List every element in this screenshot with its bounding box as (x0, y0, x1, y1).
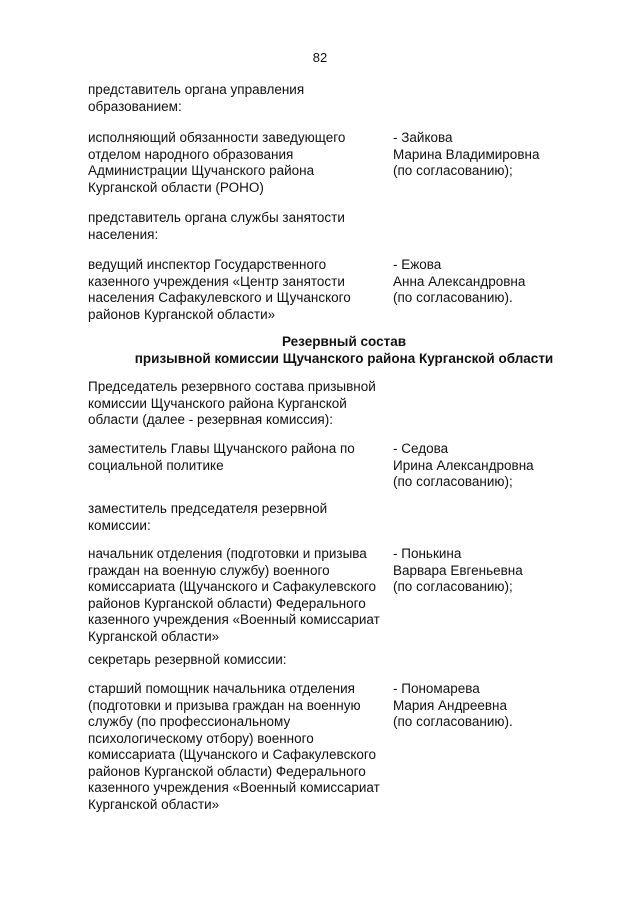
reserve-heading: Резервный состав призывной комиссии Щучанского района Курганской области (134, 334, 554, 366)
position-employment: ведущий инспектор Государственного казенного учреждения «Центр занятости населения Сафакулевского и Щучанского районов Курганской области» (88, 257, 351, 322)
person-zaykova: - Зайкова Марина Владимировна (по согласованию); (393, 130, 540, 178)
section-label-chairman: Председатель резервного состава призывной комиссии Щучанского района Курганской области (далее - резервная комиссия): (88, 379, 376, 427)
position-deputy: начальник отделения (подготовки и призыва граждан на военную службу) военного комиссариата (Щучанского и Сафакулевского районов Курганской области) Федерального казенного учреждения «Военный комиссариат Курганской области» (88, 546, 380, 644)
section-label-secretary: секретарь резервной комиссии: (88, 652, 287, 667)
position-chairman: заместитель Главы Щучанского района по социальной политике (88, 441, 355, 473)
page-number: 82 (312, 50, 328, 65)
section-label-employment: представитель органа службы занятости населения: (88, 210, 345, 242)
position-education: исполняющий обязанности заведующего отделом народного образования Администрации Щучанского района Курганской области (РОНО) (88, 130, 346, 195)
person-ponkina: - Понькина Варвара Евгеньевна (по согласованию); (393, 546, 523, 594)
section-label-education: представитель органа управления образованием: (88, 82, 305, 114)
section-label-deputy: заместитель председателя резервной комиссии: (88, 501, 328, 533)
person-sedova: - Седова Ирина Александровна (по согласованию); (393, 441, 534, 489)
position-secretary: старший помощник начальника отделения (подготовки и призыва граждан на военную службу (по профессиональному психологическому отбору) военного комиссариата (Щучанского и Сафакулевского районов Курганской области) Федерального казенного учреждения «Военный комиссариат Курганской области» (88, 681, 380, 812)
person-ezhova: - Ежова Анна Александровна (по согласованию). (393, 257, 526, 305)
person-ponomareva: - Пономарева Мария Андреевна (по согласованию). (393, 681, 513, 729)
